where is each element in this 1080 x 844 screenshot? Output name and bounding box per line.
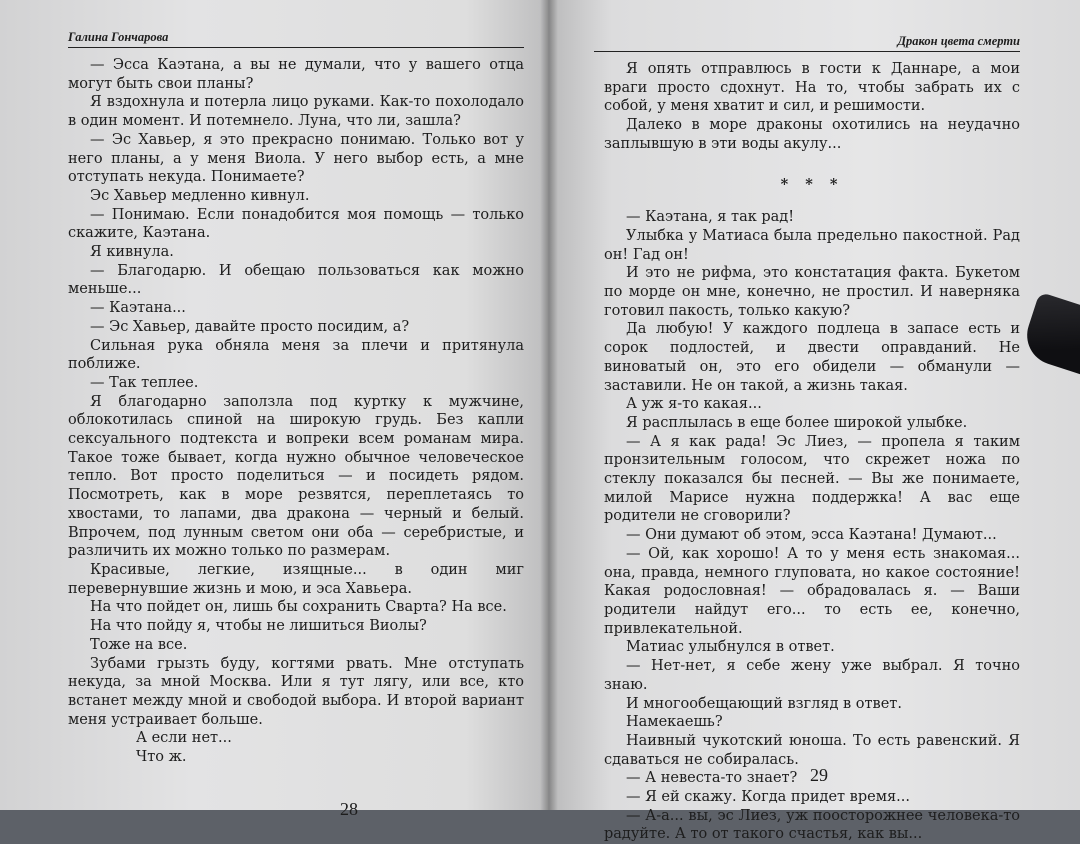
right-page [548, 0, 1080, 843]
page-number-right: 29 [810, 765, 828, 785]
paragraph: — Они думают об этом, эсса Каэтана! Думают... [626, 527, 997, 544]
paragraph: Сильная рука обняла меня за плечи и притянула поближе. [68, 337, 524, 373]
paragraph: Я вздохнула и потерла лицо руками. Как-то похолодало в один момент. И потемнело. Луна, что ли, зашла? [68, 94, 524, 130]
paragraph: Эс Хавьер медленно кивнул. [90, 187, 310, 204]
paragraph: — А я как рада! Эс Лиез, — пропела я таким пронзительным голосом, что скрежет ножа по стеклу показался бы песней. — Вы же понимаете, милой Марисе нужна поддержка! А вас еще родители не сговорили? [604, 433, 1020, 525]
paragraph: — Эсса Каэтана, а вы не думали, что у вашего отца могут быть свои планы? [68, 57, 524, 92]
paragraph: — Эс Хавьер, я это прекрасно понимаю. Только вот у него планы, а у меня Виола. У него выбор есть, а мне отступать некуда. Понимаете? [68, 131, 524, 186]
paragraph: Улыбка у Матиаса была предельно пакостной. Рад он! Гад он! [604, 227, 1020, 263]
paragraph: — Эс Хавьер, давайте просто посидим, а? [90, 318, 410, 335]
paragraph: Что ж. [136, 749, 187, 766]
paragraph: — А-а... вы, эс Лиез, уж поосторожнее человека-то радуйте. А то от такого счастья, как вы... [604, 807, 1020, 843]
paragraph: — Каэтана... [90, 300, 186, 317]
paragraph: И многообещающий взгляд в ответ. [626, 695, 902, 712]
book-gutter [540, 0, 558, 810]
paragraph: На что пойдет он, лишь бы сохранить Сварта? На все. [90, 599, 507, 616]
page-number-left: 28 [340, 799, 358, 819]
left-page [0, 0, 548, 819]
running-head-author: Галина Гончарова [68, 30, 524, 48]
paragraph: — Понимаю. Если понадобится моя помощь — только скажите, Каэтана. [68, 206, 524, 242]
right-page-text [604, 60, 1020, 844]
paragraph: Наивный чукотский юноша. То есть равенский. Я сдаваться не собиралась. [604, 732, 1020, 768]
paragraph: — Я ей скажу. Когда придет время... [626, 789, 910, 806]
paragraph: Красивые, легкие, изящные... в один миг перевернувшие жизнь и мою, и эса Хавьера. [68, 561, 524, 597]
paragraph: Я опять отправлюсь в гости к Даннаре, а мои враги просто сдохнут. На то, чтобы забрать их с собой, у меня хватит и сил, и решимости. [604, 61, 1020, 115]
pen-cap [1019, 292, 1080, 375]
paragraph: Матиас улыбнулся в ответ. [626, 639, 835, 656]
paragraph: Я благодарно заползла под куртку к мужчине, облокотилась спиной на широкую грудь. Без капли сексуального подтекста и вопреки всем романам мира. Такое тоже бывает, когда нужно обычное человеческое тепло. Вот просто поделиться — и посидеть рядом. Посмотреть, как в море резвятся, переплетаясь то хвостами, то лапами, два дракона — черный и белый. Впрочем, под лунным светом они оба — серебристые, и различить их можно только по размерам. [68, 393, 524, 560]
paragraph: — А невеста-то знает? [626, 770, 798, 787]
scene-separator: * * * [780, 175, 844, 193]
paragraph: Далеко в море драконы охотились на неудачно заплывшую в эти воды акулу... [604, 117, 1020, 152]
paragraph: Я расплылась в еще более широкой улыбке. [626, 414, 968, 431]
left-page-text [68, 56, 524, 767]
paragraph: На что пойду я, чтобы не лишиться Виолы? [90, 618, 427, 635]
paragraph: — Нет-нет, я себе жену уже выбрал. Я точно знаю. [604, 658, 1020, 693]
paragraph: — Каэтана, я так рад! [626, 209, 795, 226]
paragraph: — Благодарю. И обещаю пользоваться как можно меньше... [68, 262, 524, 298]
paragraph: Тоже на все. [90, 636, 188, 653]
running-head-title: Дракон цвета смерти [594, 34, 1020, 52]
paragraph: И это не рифма, это констатация факта. Букетом по морде он мне, конечно, не простил. И наверняка готовил пакость, только какую? [604, 265, 1020, 319]
paragraph: Я кивнула. [90, 244, 174, 261]
paragraph: А если нет... [136, 730, 232, 747]
paragraph: Зубами грызть буду, когтями рвать. Мне отступать некуда, за мной Москва. Или я тут лягу, или все, кто встанет между мной и свободой выбора. И второй вариант меня устраивает больше. [68, 655, 524, 728]
paragraph: Да любую! У каждого подлеца в запасе есть и сорок подлостей, и двести оправданий. Не виноватый он, это его обидели — обманули — заставили. Не он такой, а жизнь такая. [604, 321, 1020, 394]
paragraph: — Ой, как хорошо! А то у меня есть знакомая... она, правда, немного глуповата, но какое состояние! Какая родословная! — обрадовалась я. — Ваши родители найдут его... то есть ее, конечно, привлекательной. [604, 545, 1020, 637]
paragraph: Намекаешь? [626, 714, 723, 731]
paragraph: А уж я-то какая... [626, 396, 762, 413]
paragraph: — Так теплее. [90, 374, 199, 391]
